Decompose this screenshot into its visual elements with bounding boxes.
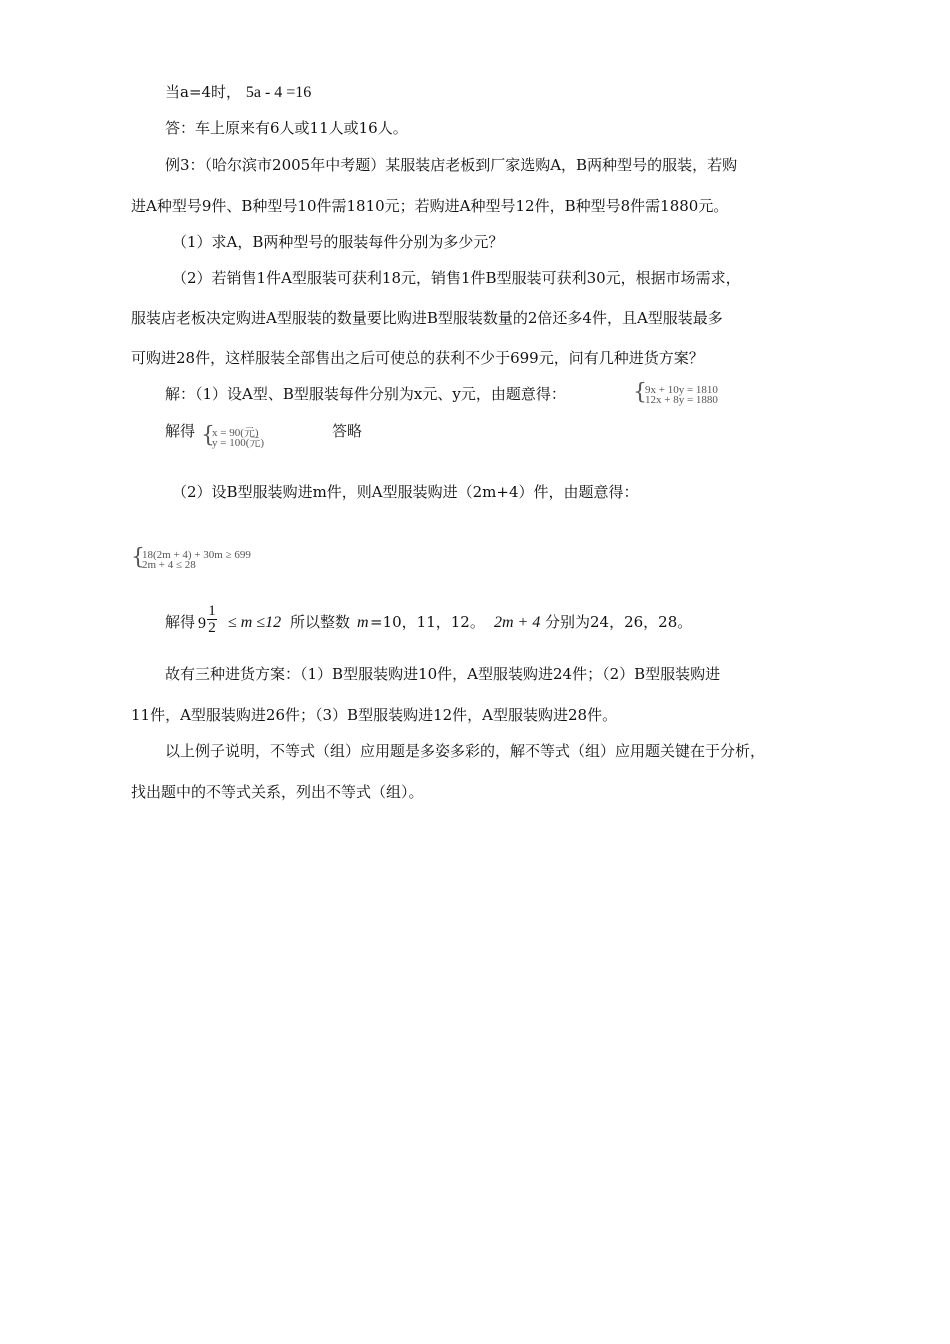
paragraph-line: 找出题中的不等式关系，列出不等式（组）。 (131, 783, 424, 801)
line-text: 当a=4时， (165, 83, 242, 101)
equation-row: 9x + 10y = 1810 (645, 384, 718, 396)
left-brace: { (201, 423, 215, 448)
example-3-title: 例3：（哈尔滨市2005年中考题）某服装店老板到厂家选购A，B两种型号的服装，若购 (165, 156, 738, 174)
paragraph-line: 可购进28件，这样服装全部售出之后可使总的获利不少于699元，问有几种进货方案？ (131, 349, 704, 367)
math-expression: 2m + 4 (494, 614, 541, 631)
solution-part-1: 解：（1）设A型、B型服装每件分别为x元、y元，由题意得： (165, 385, 566, 403)
question-2: （2）若销售1件A型服装可获利18元，销售1件B型服装可获利30元，根据市场需求， (172, 269, 741, 287)
inequality-system (142, 550, 251, 570)
integer-values: =10，11，12。 (370, 613, 485, 631)
summary-line: 以上例子说明，不等式（组）应用题是多姿多彩的，解不等式（组）应用题关键在于分析， (165, 742, 766, 760)
solution-system-1 (212, 428, 264, 448)
left-brace: { (131, 545, 145, 570)
fraction (207, 603, 217, 636)
paragraph-line: 进A种型号9件、B种型号10件需1810元；若购进A种型号12件，B种型号8件需1880元。 (131, 197, 729, 215)
variable-m: m (357, 614, 369, 631)
answer-line: 答：车上原来有6人或11人或16人。 (165, 119, 408, 137)
fraction-numerator: 1 (208, 603, 216, 619)
solve-label: 解得 (165, 613, 196, 631)
inequality-row: 2m + 4 ≤ 28 (142, 559, 196, 571)
question-1: （1）求A，B两种型号的服装每件分别为多少元？ (172, 233, 504, 251)
answer-omitted: 答略 (332, 422, 363, 440)
inequality-row: 18(2m + 4) + 30m ≥ 699 (142, 549, 251, 561)
line-a-equals-4 (165, 82, 311, 103)
mixed-number-whole: 9 (198, 615, 206, 632)
conclusion-line: 故有三种进货方案：（1）B型服装购进10件，A型服装购进24件；（2）B型服装购进 (165, 665, 721, 683)
paragraph-line: 11件，A型服装购进26件；（3）B型服装购进12件，A型服装购进28件。 (131, 706, 618, 724)
equation-row: x = 90(元) (212, 427, 259, 439)
left-brace: { (633, 380, 647, 405)
equation-row: y = 100(元) (212, 437, 265, 449)
paragraph-line: 服装店老板决定购进A型服装的数量要比购进B型服装数量的2倍还多4件，且A型服装最多 (131, 309, 723, 327)
line-text: 分别为24，26，28。 (545, 613, 693, 631)
solution-part-2: （2）设B型服装购进m件，则A型服装购进（2m+4）件，由题意得： (172, 483, 639, 501)
equation-system-1 (645, 385, 718, 405)
solve-label: 解得 (165, 422, 196, 440)
line-text: 所以整数 (290, 613, 351, 631)
math-expression: 5a - 4 =16 (245, 84, 312, 101)
fraction-denominator: 2 (208, 620, 216, 636)
equation-row: 12x + 8y = 1880 (645, 394, 718, 406)
inequality-range: ≤ m ≤12 (228, 614, 282, 631)
